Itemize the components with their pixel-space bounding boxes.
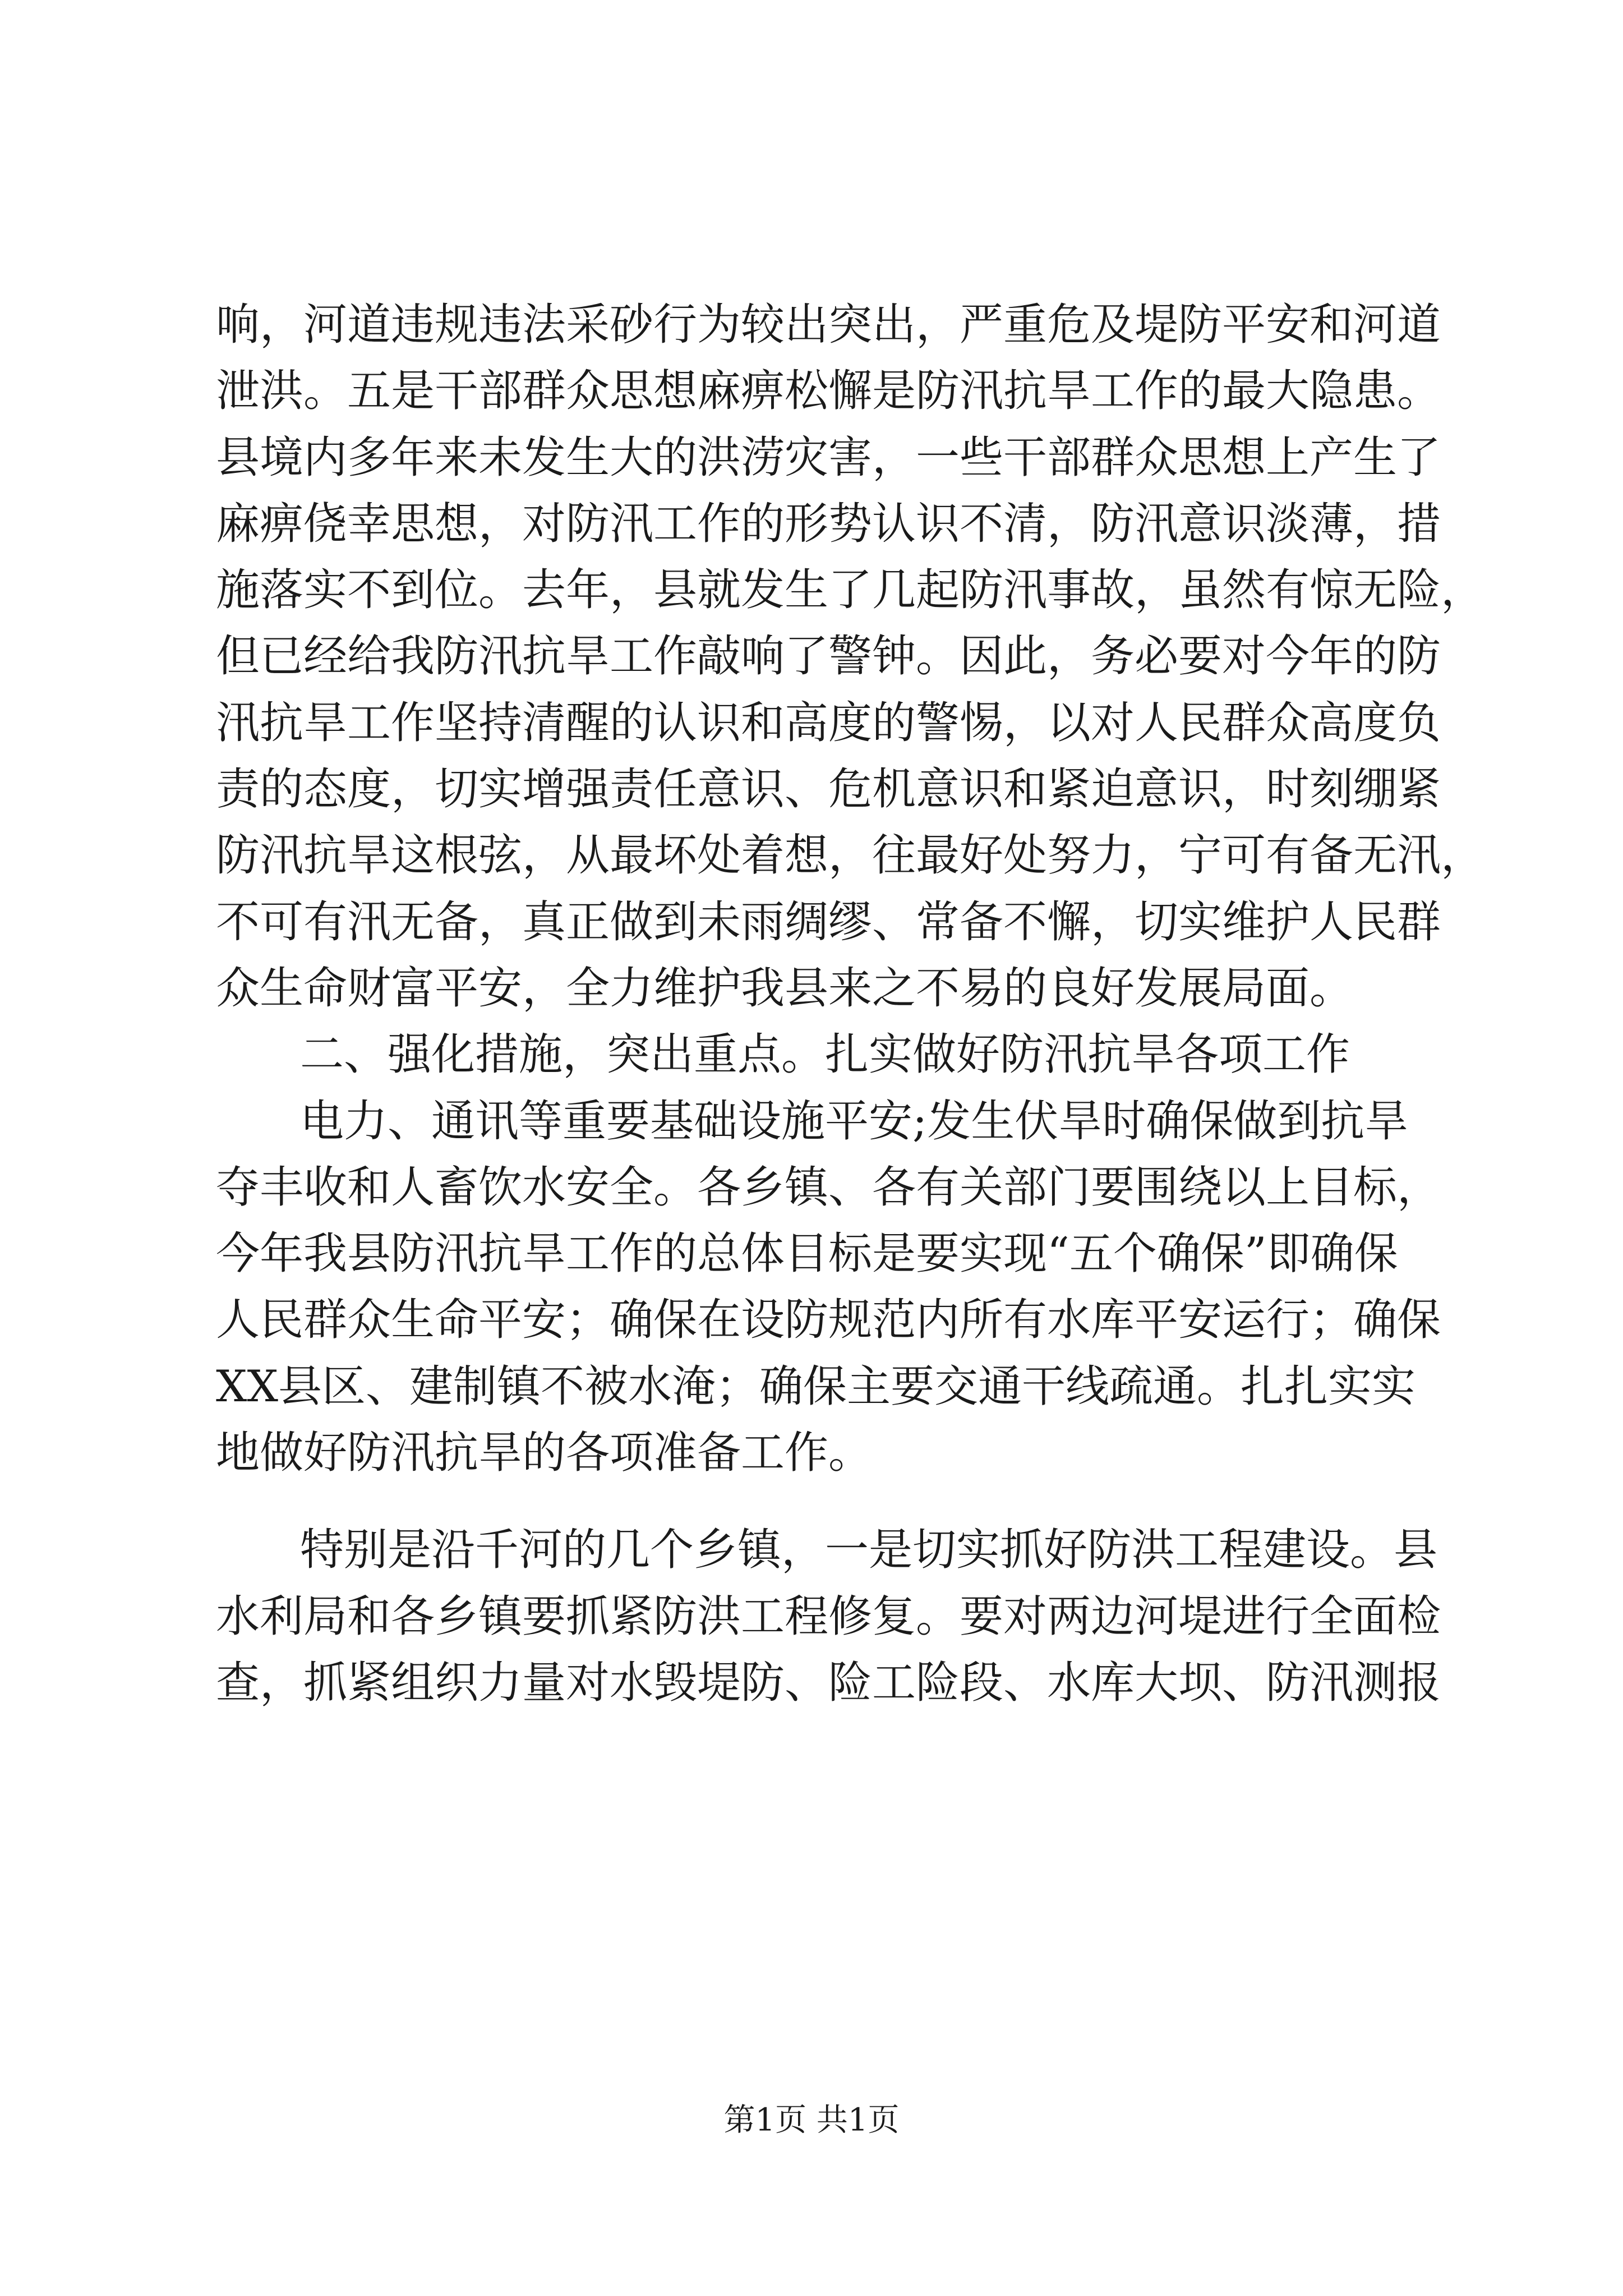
text-line: XX县区、建制镇不被水淹；确保主要交通干线疏通。扎扎实实 [216, 1361, 1416, 1412]
text-line: 不可有汛无备，真正做到未雨绸缪、常备不懈，切实维护人民群 [216, 896, 1441, 947]
text-line: 但已经给我防汛抗旱工作敲响了警钟。因此，务必要对今年的防 [216, 631, 1441, 682]
text-line: 今年我县防汛抗旱工作的总体目标是要实现“五个确保”即确保 [216, 1228, 1398, 1280]
paragraph-3 [216, 1517, 1441, 1716]
paragraph-1 [216, 292, 1485, 1022]
paragraph-2 [216, 1088, 1441, 1487]
text-line: 麻痹侥幸思想，对防汛工作的形势认识不清，防汛意识淡薄，措 [216, 498, 1441, 549]
page-footer [0, 2098, 1623, 2143]
text-line: 查，抓紧组织力量对水毁堤防、险工险段、水库大坝、防汛测报 [216, 1657, 1441, 1708]
text-line: 汛抗旱工作坚持清醒的认识和高度的警惕，以对人民群众高度负 [216, 697, 1441, 748]
text-line: 泄洪。五是干部群众思想麻痹松懈是防汛抗旱工作的最大隐患。 [216, 366, 1441, 417]
text-line: 特别是沿千河的几个乡镇，一是切实抓好防洪工程建设。县 [300, 1525, 1438, 1576]
text-line: 县境内多年来未发生大的洪涝灾害，一些干部群众思想上产生了 [216, 432, 1441, 483]
text-line: 众生命财富平安，全力维护我县来之不易的良好发展局面。 [216, 963, 1354, 1014]
page-number: 第1页 共1页 [723, 2102, 900, 2138]
text-line: 人民群众生命平安；确保在设防规范内所有水库平安运行；确保 [216, 1295, 1441, 1346]
text-line: 防汛抗旱这根弦，从最坏处着想，往最好处努力，宁可有备无汛， [216, 830, 1485, 881]
text-line: 责的态度，切实增强责任意识、危机意识和紧迫意识，时刻绷紧 [216, 764, 1441, 815]
text-line: 响，河道违规违法采砂行为较出突出，严重危及堤防平安和河道 [216, 300, 1441, 350]
text-line: 地做好防汛抗旱的各项准备工作。 [216, 1428, 873, 1479]
text-line: 电力、通讯等重要基础设施平安;发生伏旱时确保做到抗旱 [300, 1096, 1409, 1147]
section-heading [216, 1022, 1427, 1088]
text-line: 施落实不到位。去年，县就发生了几起防汛事故，虽然有惊无险， [216, 565, 1485, 616]
text-line: 水利局和各乡镇要抓紧防洪工程修复。要对两边河堤进行全面检 [216, 1591, 1441, 1642]
document-body [216, 292, 1485, 1716]
heading-line: 二、强化措施，突出重点。扎实做好防汛抗旱各项工作 [300, 1029, 1350, 1080]
text-line: 夺丰收和人畜饮水安全。各乡镇、各有关部门要围绕以上目标， [216, 1162, 1441, 1213]
